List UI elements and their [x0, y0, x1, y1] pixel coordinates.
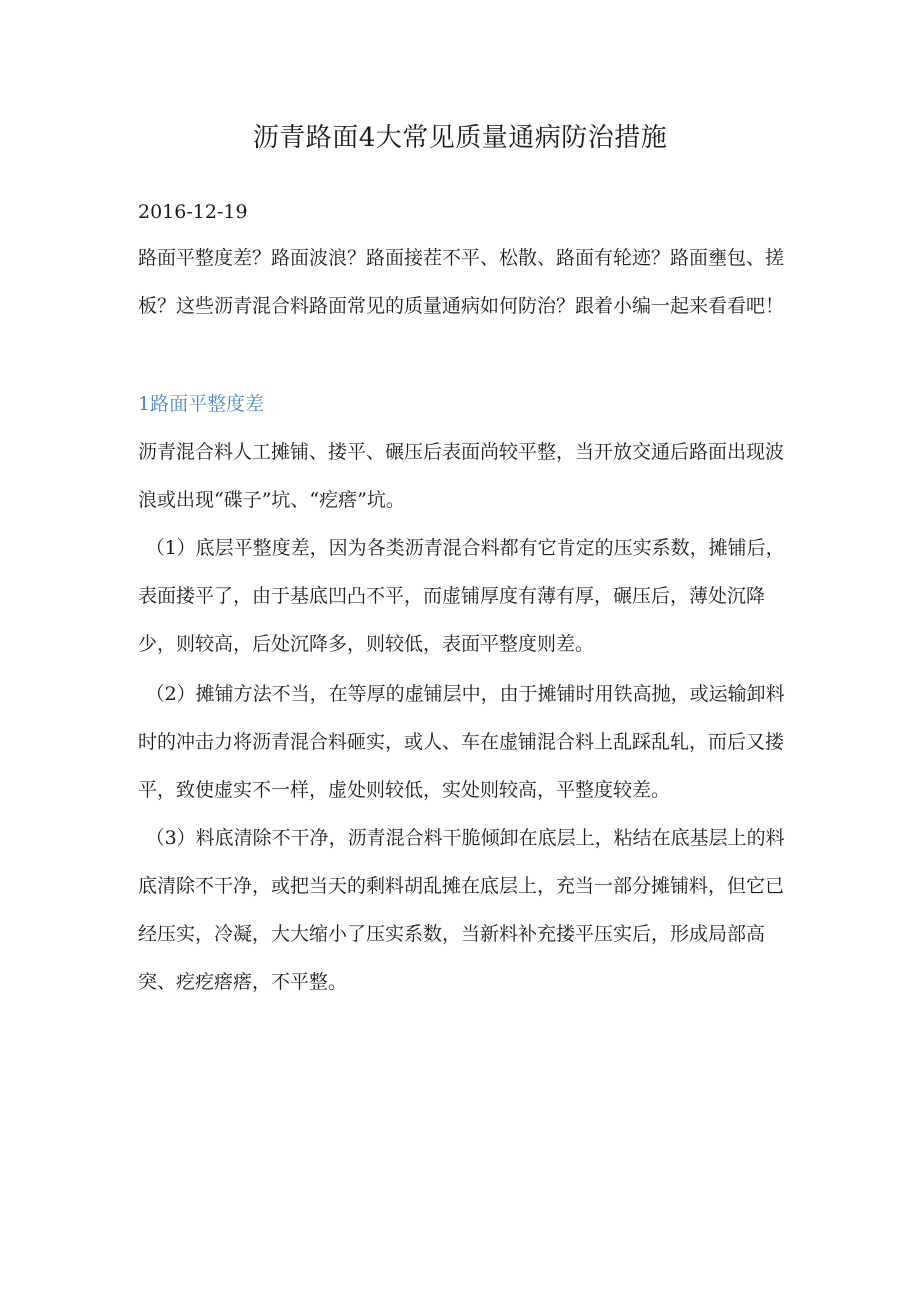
cause-item-2: （2）摊铺方法不当，在等厚的虚铺层中，由于摊铺时用铁高抛，或运输卸料时的冲击力将沥青混合料砸实，或人、车在虚铺混合料上乱踩乱轧，而后又搂平，致使虚实不一样，虚处则较低，实处则较高，平整度较差。: [138, 683, 785, 801]
cause-item-1: （1）底层平整度差，因为各类沥青混合料都有它肯定的压实系数，摊铺后，表面搂平了，由于基底凹凸不平，而虚铺厚度有薄有厚，碾压后，薄处沉降少，则较高，后处沉降多，则较低，表面平整度则差。: [138, 537, 785, 655]
section-heading-1: 1路面平整度差: [138, 393, 265, 415]
publish-date: 2016-12-19: [138, 201, 248, 223]
cause-item-3: （3）料底清除不干净，沥青混合料干脆倾卸在底层上，粘结在底基层上的料底清除不干净，或把当天的剩料胡乱摊在底层上，充当一部分摊铺料，但它已经压实，冷凝，大大缩小了压实系数，当新料补充搂平压实后，形成局部高突、疙疙瘩瘩，不平整。: [138, 827, 785, 993]
intro-paragraph: 路面平整度差？路面波浪？路面接茬不平、松散、路面有轮迹？路面壅包、搓板？这些沥青混合料路面常见的质量通病如何防治？跟着小编一起来看看吧！: [138, 247, 785, 317]
section-1-paragraph: 沥青混合料人工摊铺、搂平、碾压后表面尚较平整，当开放交通后路面出现波浪或出现“碟子”坑、“疙瘩”坑。: [138, 441, 785, 511]
page-title: 沥青路面4大常见质量通病防治措施: [252, 123, 668, 153]
